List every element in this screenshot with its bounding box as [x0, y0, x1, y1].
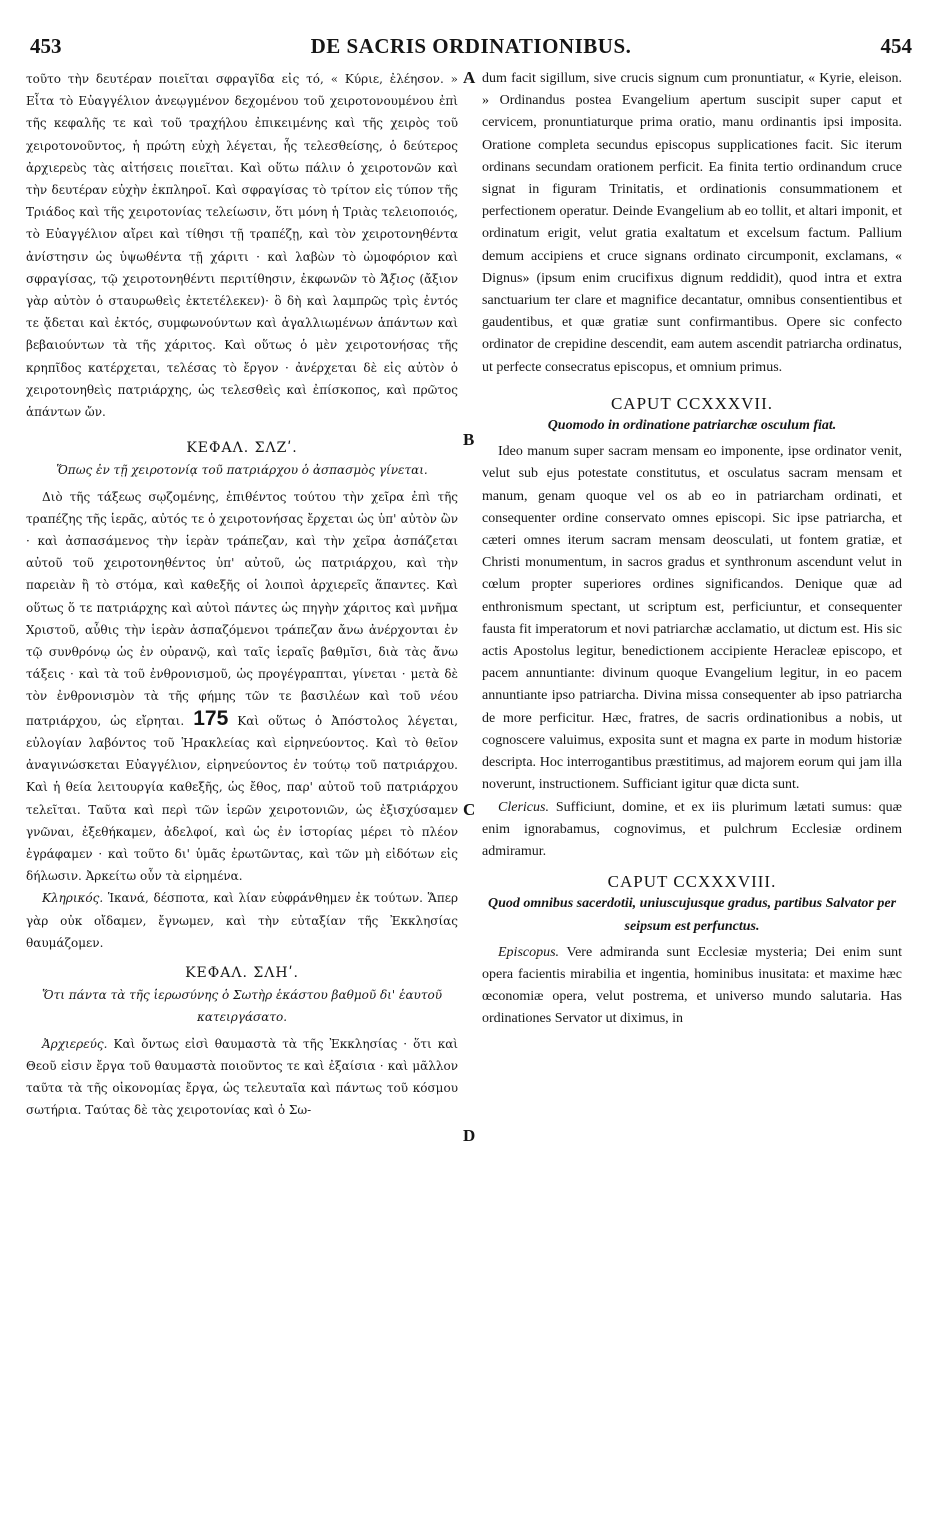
greek-paragraph-2: Διὸ τῆς τάξεως σῳζομένης, ἐπιθέντος τούτου τὴν χεῖρα ἐπὶ τῆς τραπέζης τῆς ἱερᾶς, αὐτός τε ὁ χειροτονήσας ἔρχεται ὡς ὑπ' αὐτὸν ὢν · καὶ ἀσπασάμενος τὴν ἱερὰν τράπεζαν, καὶ τὴν χεῖρα ἀσπάζεται αὐτοῦ τοῦ χειροτονηθέντος ὑπ' αὐτοῦ, ὡς πατριάρχου, καὶ τὴν παρειὰν ἢ τὸ στόμα, καὶ καθεξῆς οἱ λοιποὶ ἀρχιερεῖς ἅπαντες. Καὶ οὕτως ὅ τε πατριάρχης καὶ αὐτοὶ πάντες ὡς πηγὴν χάριτος καὶ μνῆμα Χριστοῦ, αὖθις τὴν ἱερὰν ἀσπαζόμενοι τράπεζαν ἄνω ἀνέρχονται ἐν τῷ συνθρόνῳ ὡς ἐν οὐρανῷ, καὶ ταῖς ἱεραῖς βαθμῖσι, διὰ τὰς ἄνω τάξεις · καὶ τὰ τοῦ ἐνθρονισμοῦ, ὡς προγέγραπται, γίνεται · μετὰ δὲ τὸν ἐνθρονισμὸν τὰ τῆς φήμης τῶν τε βασιλέων καὶ τοῦ νέου πατριάρχου, ὡς εἴρηται. 175 Καὶ οὕτως ὁ Ἀπόστολος λέγεται, εὐλογίαν λαβόντος τοῦ Ἡρακλείας καὶ εἰρηνεύοντος. Καὶ τὸ θεῖον ἀναγινώσκεται Εὐαγγέλιον, εἰρηνεύοντος ἐν τούτῳ τοῦ πατριάρχου. Καὶ ἡ θεία λειτουργία καθεξῆς, ὡς ἔθος, παρ' αὐτοῦ τοῦ πατριάρχου τελεῖται. Ταῦτα καὶ περὶ τῶν ἱερῶν χειροτονιῶν, ὡς ἐξισχύσαμεν γνῶναι, ἐξεθήκαμεν, ἀδελφοί, καὶ ὡς ἐν ἱστορίας μέρει τὸ πλέον ἐγράφαμεν · καὶ τοῦτο δι' ὑμᾶς ἐρωτῶντας, καὶ τῶν μὴ εἰδότων εἰς δήλωσιν. Ἀρκείτω οὖν τὰ εἰρημένα.	[26, 489, 458, 884]
page-number-left: 453	[30, 34, 62, 58]
greek-chapter-subtitle-236: Ὅπως ἐν τῇ χειροτονίᾳ τοῦ πατριάρχου ὁ ἀσπασμὸς γίνεται.	[56, 463, 428, 478]
speaker-label: Clericus.	[498, 799, 549, 815]
greek-paragraph-4: Ἀρχιερεύς. Καὶ ὄντως εἰσὶ θαυμαστὰ τὰ τῆς Ἐκκλησίας · ὅτι καὶ Θεοῦ εἰσιν ἔργα τοῦ θαυμαστὰ ποιοῦντος τε καὶ ἐξαίσια · καὶ μᾶλλον ταῦτα τὰ τῆς οἰκονομίας ἔργα, ὡς τελευταῖα καὶ πάντως τοῦ κόσμου σωτήρια. Ταύτας δὲ τὰς χειροτονίας καὶ ὁ Σω-	[26, 1036, 458, 1118]
latin-chapter-subtitle-237: Quomodo in ordinatione patriarchæ osculum fiat.	[547, 418, 837, 434]
latin-column	[482, 68, 902, 1524]
latin-paragraph-1: dum facit sigillum, sive crucis signum cum pronuntiatur, « Kyrie, eleison. » Ordinandus postea Evangelium apertum suscipit super caput et cervicem, pronuntiaturque prima oratio, manu ordinantis ipsi imposita. Oratione completa secundus episcopus supplicationes facit. Sic iterum ordinans secundam orationem perficit. Ea finita tertio ordinandum cruce signat in figuram Trinitatis, et ordinationis consummationem et perfectionem operatur. Deinde Evangelium ab eo tollit, et altari imponit, et ordinatum erigit, velut gratia exaltatum et excelsum factum. Pallium demum accipiens et cruce signans ordinato circumponit, exclamans, « Dignus» (ipsum enim crucifixus dignum reddidit), quod intra et extra sanctuarium ter clare et magnifice decantatur, omnibus consentientibus et gaudentibus, et quæ gratiæ sunt confirmantibus. Opere sic confecto ordinator de crepidine descendit, eam autem ascendit patriarcha ordinatus, ut perfecte consecratus episcopus, et omnium primus.	[482, 71, 902, 375]
greek-chapter-heading-238: ΚΕΦΑΛ. ΣΛΗʹ.	[185, 964, 299, 981]
page-number-right: 454	[880, 34, 912, 58]
greek-paragraph-1: τοῦτο τὴν δευτέραν ποιεῖται σφραγῖδα εἰς τό, « Κύριε, ἐλέησον. » Εἶτα τὸ Εὐαγγέλιον ἀνεῳγμένον δεχομένου τοῦ χειροτονουμένου ἐπὶ τῆς κεφαλῆς τε καὶ τοῦ τραχήλου ἐπικειμένης καὶ τῆς χειρὸς τοῦ χειροτονοῦντος, ἡ πρώτη εὐχὴ λέγεται, ἧς τελεσθείσης, ὁ δεύτερος ἀρχιερεὺς τὰς αἰτήσεις ποιεῖται. Καὶ οὕτω πάλιν ὁ χειροτονῶν καὶ τὴν δευτέραν εὐχὴν ἐκπληροῖ. Καὶ σφραγίσας τὸ τρίτον εἰς τύπον τῆς Τριάδος καὶ τῆς χειροτονίας τελείωσιν, ὅτι μόνη ἡ Τριὰς τελειοποιός, τὸ Εὐαγγέλιον αἴρει καὶ τίθησι τῇ τραπέζῃ, καὶ τὸν χειροτονηθέντα ἀνίστησιν ὡς ὑψωθέντα τῇ χάριτι · καὶ λαβὼν τὸ ὠμοφόριον καὶ σφραγίσας, τῷ χειροτονηθέντι περιτίθησιν, ἐκφωνῶν τὸ Ἄξιος (ἄξιον γὰρ αὐτὸν ὁ σταυρωθεὶς ἐκτετέλεκεν)· ὃ δὴ καὶ λαμπρῶς τρὶς ἐντός τε ᾄδεται καὶ ἐκτός, συμφωνούντων καὶ ἀγαλλιωμένων ἁπάντων καὶ βεβαιούντων τὰ τῆς χάριτος. Καὶ οὕτως ὁ μὲν χειροτονήσας τῆς κρηπῖδος κατέρχεται, τελέσας τὸ ἔργον · ἀνέρχεται δὲ εἰς αὐτὸν ὁ χειροτονηθεὶς πατριάρχης, ὡς τελεσθεὶς καὶ ἐπίσκοπος, καὶ πρῶτος ἁπάντων ὤν.	[26, 72, 458, 420]
margin-marker-d: D	[463, 1126, 476, 1145]
latin-chapter-heading-237: CAPUT CCXXXVII.	[610, 393, 774, 413]
speaker-label: Ἀρχιερεύς.	[42, 1036, 108, 1051]
margin-marker-c: C	[463, 800, 476, 819]
greek-paragraph-3: Κληρικός. Ἱκανά, δέσποτα, καὶ λίαν εὐφράνθημεν ἐκ τούτων. Ἅπερ γὰρ οὐκ οἴδαμεν, ἔγνωμεν, καὶ τὴν εὐταξίαν τῆς Ἐκκλησίας θαυμάζομεν.	[26, 891, 458, 950]
greek-chapter-subtitle-238: Ὅτι πάντα τὰ τῆς ἱερωσύνης ὁ Σωτὴρ ἑκάστου βαθμοῦ δι' ἑαυτοῦ κατειργάσατο.	[42, 988, 442, 1025]
greek-chapter-heading-236: ΚΕΦΑΛ. ΣΛΖʹ.	[186, 440, 298, 457]
latin-chapter-heading-238: CAPUT CCXXXVIII.	[607, 872, 777, 892]
latin-chapter-subtitle-238: Quod omnibus sacerdotii, uniuscujusque gradus, partibus Salvator per seipsum est perfunctus.	[487, 896, 897, 934]
column-number: 175	[193, 706, 229, 730]
latin-paragraph-2: Ideo manum super sacram mensam eo imponente, ipse ordinator venit, velut sub ejus potestate constitutus, et osculatus sacram mensam et manum, genam quoque vel os ab eo in patriarcham ordinati, et consequenter ordine conservato omnes episcopi. Sic ipse patriarcha, et cæteri omnes iterum sacram mensam deosculati, ut fontem gratiæ, et Christi monumentum, in sacros gradus et synthronum ascendunt velut in cœlum propter superiores ordines significandos. Denique quæ ad enthronismum spectant, ut scriptum est, perficiuntur, et consequenter fausta fit imperatorum et novi patriarchæ acclamatio, ut dictum est. His sic actis Apostolus legitur, benedictionem accipiente Heracleæ episcopo, et pacem annuntiante: divinum quoque Evangelium legitur, in eo pacem annuntiante ipso patriarcha. Divina missa consequenter ab ipso patriarcha de more perficitur. Hæc, fratres, de sacris ordinationibus a nobis, ut cognoscere valuimus, exposita sunt et magna ex parte in modum historiæ descripta. Hoc interrogantibus præstitimus, ad majorem eorum qui jam illa noverunt, instructionem. Sufficiant igitur quæ dicta sunt.	[482, 444, 902, 793]
speaker-label: Episcopus.	[498, 944, 560, 960]
running-header	[30, 34, 912, 60]
latin-paragraph-4: Episcopus. Vere admiranda sunt Ecclesiæ mysteria; Dei enim sunt opera facientis mirabilia et ingentia, hominibus inusitata: et maxime hæc œconomiæ opera, velut postrema, et universo mundo salutaria. Has ordinationes Servator ut diximus, in	[482, 944, 902, 1027]
latin-paragraph-3: Clericus. Sufficiunt, domine, et ex iis plurimum lætati sumus: quæ enim ignorabamus, cognovimus, et pulchrum Ecclesiæ ordinem admiramur.	[482, 799, 902, 859]
running-title: DE SACRIS ORDINATIONIBUS.	[310, 34, 632, 58]
margin-marker-b: B	[463, 430, 475, 449]
greek-column	[26, 68, 458, 1524]
margin-marker-a: A	[463, 68, 476, 87]
speaker-label: Κληρικός.	[42, 891, 104, 906]
